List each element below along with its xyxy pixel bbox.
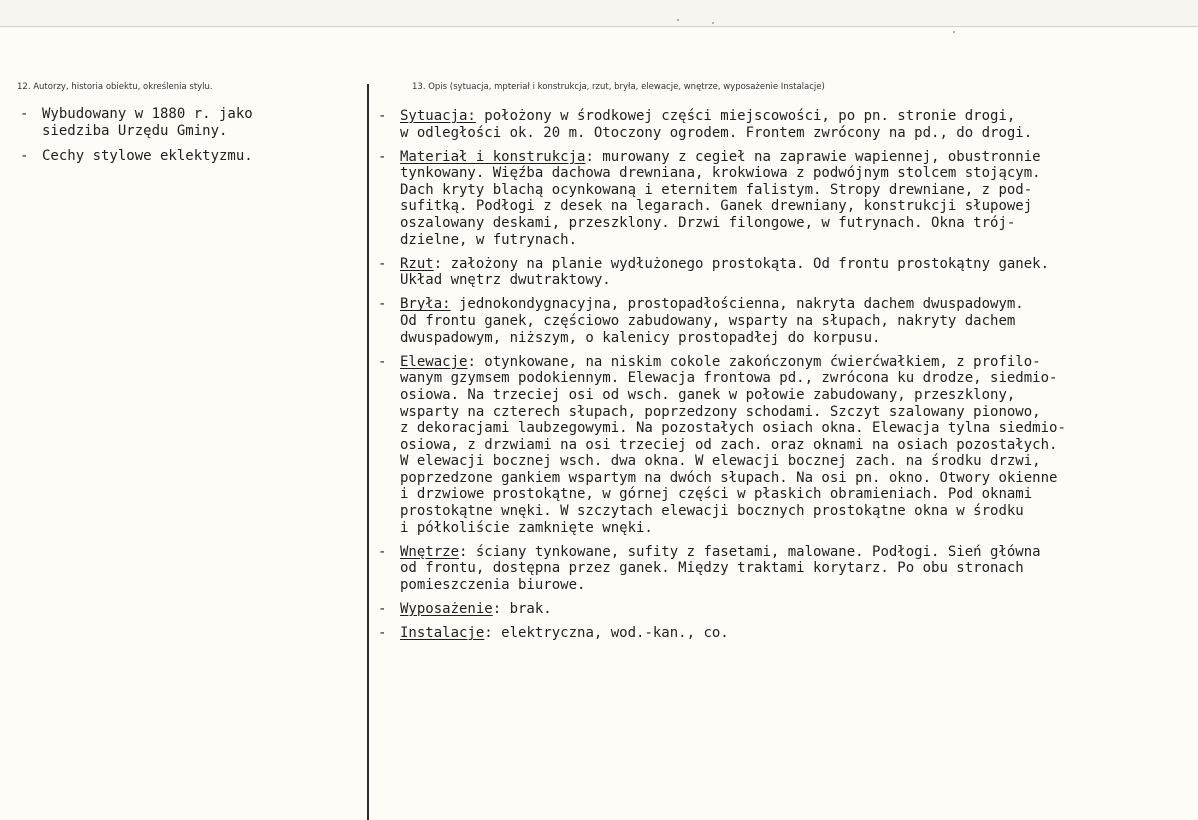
- list-dash: -: [378, 353, 387, 370]
- dust-speck: [953, 31, 955, 33]
- item-text: : elektryczna, wod.-kan., co.: [484, 625, 729, 642]
- dust-speck: [712, 22, 714, 24]
- item-text: położony w środkowej części miejscowości, po pn. stronie drogi, w odległości ok. 20 m. Otoczony ogrodem. Frontem zwrócony na pd., do drogi.: [400, 108, 1033, 141]
- section-12-content: [20, 106, 350, 174]
- list-item: [20, 106, 350, 139]
- item-text: : otynkowane, na niskim cokole zakończonym ćwierćwałkiem, z profilo- wanym gzymsem podokiennym. Elewacja frontowa pd., zwrócona ku drodze, siedmio- osiowa. Na trzeciej osi od wsch. ganek w połowie zabudowany, przeszklony, wsparty na czterech słupach, poprzedzony schodami. Szczyt szalowany pionowo, z dekoracjami laubzegowymi. Na pozostałych osiach okna. Elewacja tylna siedmio- osiowa, z drzwiami na osi trzeciej od zach. oraz oknami na osiach pozostałych. W elewacji bocznej wsch. dwa okna. W elewacji bocznej zach. na środku drzwi, poprzedzone gankiem wspartym na dwóch słupach. Na osi pn. okno. Otwory okienne i drzwiowe prostokątne, w górnej części w płaskich obramieniach. Pod oknami prostokątne wnęki. W szczytach elewacji bocznych prostokątne okna w środku i półkoliście zamknięte wnęki.: [400, 353, 1066, 536]
- list-dash: -: [20, 148, 29, 165]
- item-text: : ściany tynkowane, sufity z fasetami, malowane. Podłogi. Sień główna od frontu, dostępna przez ganek. Między traktami korytarz. Po obu stronach pomieszczenia biurowe.: [400, 543, 1041, 593]
- list-dash: -: [20, 106, 29, 122]
- list-dash: -: [378, 543, 387, 560]
- column-divider: [367, 84, 369, 820]
- list-dash: -: [378, 296, 387, 313]
- item-text: Wybudowany w 1880 r. jako siedziba Urzędu Gminy.: [42, 106, 253, 139]
- item-keyword: Elewacje: [400, 353, 468, 370]
- description-item-interior: [378, 544, 1178, 594]
- item-text: : założony na planie wydłużonego prostokąta. Od frontu prostokątny ganek. Układ wnętrz dwutraktowy.: [400, 255, 1050, 289]
- item-keyword: Wyposażenie: [400, 601, 493, 618]
- section-13-content: [378, 108, 1178, 649]
- item-keyword: Bryła:: [400, 296, 451, 313]
- scanner-top-band: [0, 0, 1198, 27]
- description-item-material: [378, 149, 1178, 249]
- list-dash: -: [378, 108, 387, 124]
- item-text: Cechy stylowe eklektyzmu.: [42, 148, 253, 165]
- description-item-massing: [378, 296, 1178, 346]
- item-text: : brak.: [492, 601, 552, 618]
- description-item-elevations: [378, 354, 1178, 537]
- list-dash: -: [378, 148, 387, 165]
- description-item-installations: [378, 625, 1178, 642]
- description-item-plan: [378, 256, 1178, 289]
- section-12-header: 12. Autorzy, historia obiektu, określenia stylu.: [17, 82, 213, 92]
- description-item-furnishings: [378, 601, 1178, 618]
- item-text: : murowany z cegieł na zaprawie wapiennej, obustronnie tynkowany. Więźba dachowa drewniana, krokwiowa z podwójnym stolcem stojącym. Dach kryty blachą ocynkowaną i eternitem falistym. Stropy drewniane, z pod- sufitką. Podłogi z desek na legarach. Ganek drewniany, konstrukcji słupowej oszalowany deskami, przeszklony. Drzwi filongowe, w futrynach. Okna trój- dzielne, w futrynach.: [400, 148, 1041, 248]
- description-item-situation: [378, 108, 1178, 141]
- list-dash: -: [378, 255, 387, 272]
- item-keyword: Wnętrze: [400, 543, 460, 560]
- item-keyword: Sytuacja:: [400, 108, 476, 124]
- list-item: [20, 148, 350, 165]
- item-text: jednokondygnacyjna, prostopadłościenna, nakryta dachem dwuspadowym. Od frontu ganek, częściowo zabudowany, wsparty na słupach, nakryty dachem dwuspadowym, niższym, o kalenicy prostopadłej do korpusu.: [400, 296, 1024, 346]
- list-dash: -: [378, 601, 387, 618]
- list-dash: -: [378, 625, 387, 642]
- item-keyword: Rzut: [400, 255, 434, 272]
- section-13-header: 13. Opis (sytuacja, mpteriał i konstrukcja, rzut, bryła, elewacje, wnętrze, wyposażenie Instalacje): [412, 82, 825, 92]
- item-keyword: Instalacje: [400, 625, 485, 642]
- dust-speck: [677, 19, 679, 21]
- item-keyword: Materiał i konstrukcja: [400, 148, 586, 165]
